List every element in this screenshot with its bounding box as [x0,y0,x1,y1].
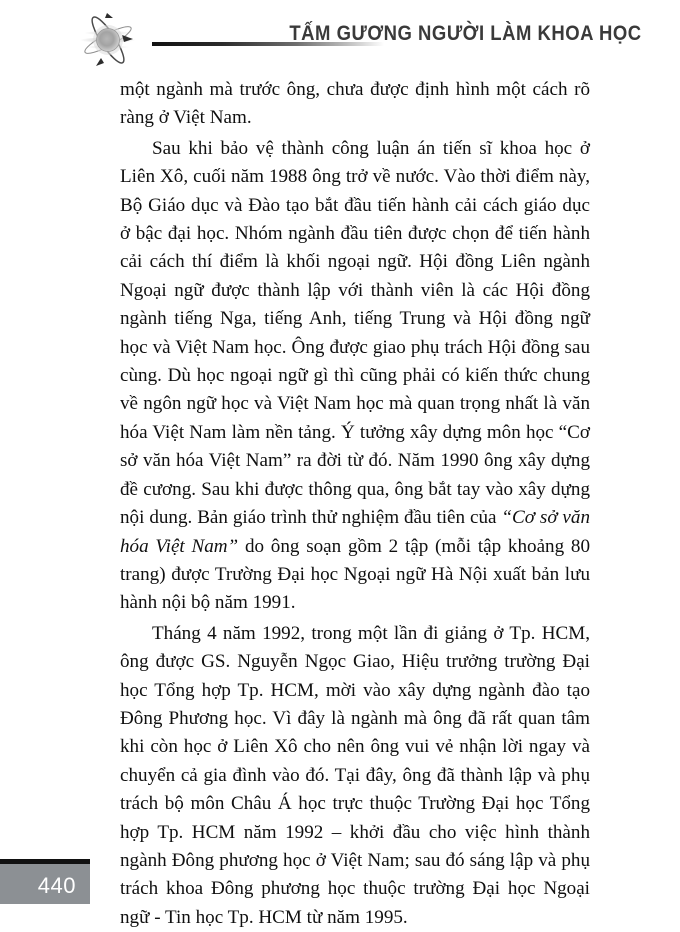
page-number-box [0,859,90,904]
page-content [120,76,590,932]
atom-star-icon [78,8,154,70]
page-number: 440 [37,873,76,898]
paragraph-three: Tháng 4 năm 1992, trong một lần đi giảng ở Tp. HCM, ông được GS. Nguyễn Ngọc Giao, Hiệu trưởng trường Đại học Tổng hợp Tp. HCM, mời vào xây dựng ngành đào tạo Đông Phương học. Vì đây là ngành mà ông đã rất quan tâm khi còn học ở Liên Xô cho nên ông vui vẻ nhận lời ngay và chuyển cả gia đình vào đó. Tại đây, ông đã thành lập và phụ trách bộ môn Châu Á học trực thuộc Trường Đại học Tổng hợp Tp. HCM năm 1992 – khởi đầu cho việc hình thành ngành Đông phương học ở Việt Nam; sau đó sáng lập và phụ trách khoa Đông phương học thuộc trường Đại học Ngoại ngữ - Tin học Tp. HCM từ năm 1995. [120,622,590,928]
paragraph-two [120,135,590,618]
page-header-title: TẤM GƯƠNG NGƯỜI LÀM KHOA HỌC [289,21,642,45]
paragraph-continuation: một ngành mà trước ông, chưa được định hình một cách rõ ràng ở Việt Nam. [120,79,590,129]
page-header [0,0,680,72]
book-title-italic: “Cơ sở văn hóa Việt Nam” [120,507,590,557]
paragraph-two-part-a: Sau khi bảo vệ thành công luận án tiến sĩ khoa học ở Liên Xô, cuối năm 1988 ông trở về nước. Vào thời điểm này, Bộ Giáo dục và Đào tạo bắt đầu tiến hành cải cách giáo dục ở bậc đại học. Nhóm ngành đầu tiên được chọn để tiến hành cải cách thí điểm là khối ngoại ngữ. Hội đồng Liên ngành Ngoại ngữ được thành lập với thành viên là các Hội đồng ngành tiếng Nga, tiếng Anh, tiếng Trung và Hội đồng ngữ học và Việt Nam học. Ông được giao phụ trách Hội đồng sau cùng. Dù học ngoại ngữ gì thì cũng phải có kiến thức chung về ngôn ngữ học và Việt Nam học mà quan trọng nhất là văn hóa Việt Nam làm nền tảng. Ý tưởng xây dựng môn học “Cơ sở văn hóa Việt Nam” ra đời từ đó. Năm 1990 ông xây dựng đề cương. Sau khi được thông qua, ông bắt tay vào xây dựng nội dung. Bản giáo trình thử nghiệm đầu tiên của [120,137,590,529]
paragraph-two-part-b: do ông soạn gồm 2 tập (mỗi tập khoảng 80 trang) được Trường Đại học Ngoại ngữ Hà Nội xuất bản lưu hành nội bộ năm 1991. [120,535,590,614]
